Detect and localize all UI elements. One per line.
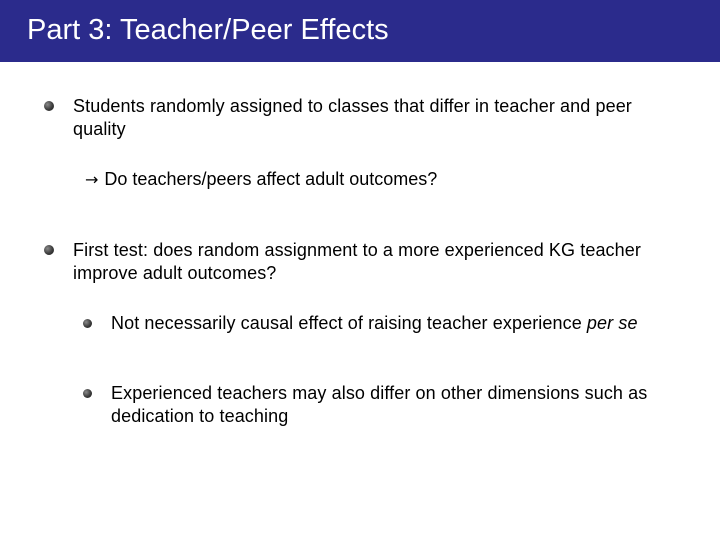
right-arrow-icon: →: [85, 170, 99, 189]
arrow-subpoint: [85, 168, 437, 191]
title-bar: [0, 0, 720, 62]
slide-title: Part 3: Teacher/Peer Effects: [27, 14, 389, 46]
sub-bullet-text-1-main: Not necessarily causal effect of raising teacher experience: [111, 313, 587, 333]
sub-bullet-text-1-italic: per se: [586, 313, 638, 333]
bullet-icon: [44, 245, 54, 255]
sub-bullet-icon: [83, 389, 92, 398]
arrow-subpoint-text: Do teachers/peers affect adult outcomes?: [104, 169, 438, 189]
sub-bullet-text-2: Experienced teachers may also differ on other dimensions such as dedication to teaching: [111, 383, 648, 426]
sub-bullet-text-1: [111, 312, 691, 335]
bullet-text-1: Students randomly assigned to classes that differ in teacher and peer quality: [73, 96, 632, 139]
sub-bullet-icon: [83, 319, 92, 328]
bullet-text-2: First test: does random assignment to a more experienced KG teacher improve adult outcomes?: [73, 240, 641, 283]
bullet-icon: [44, 101, 54, 111]
